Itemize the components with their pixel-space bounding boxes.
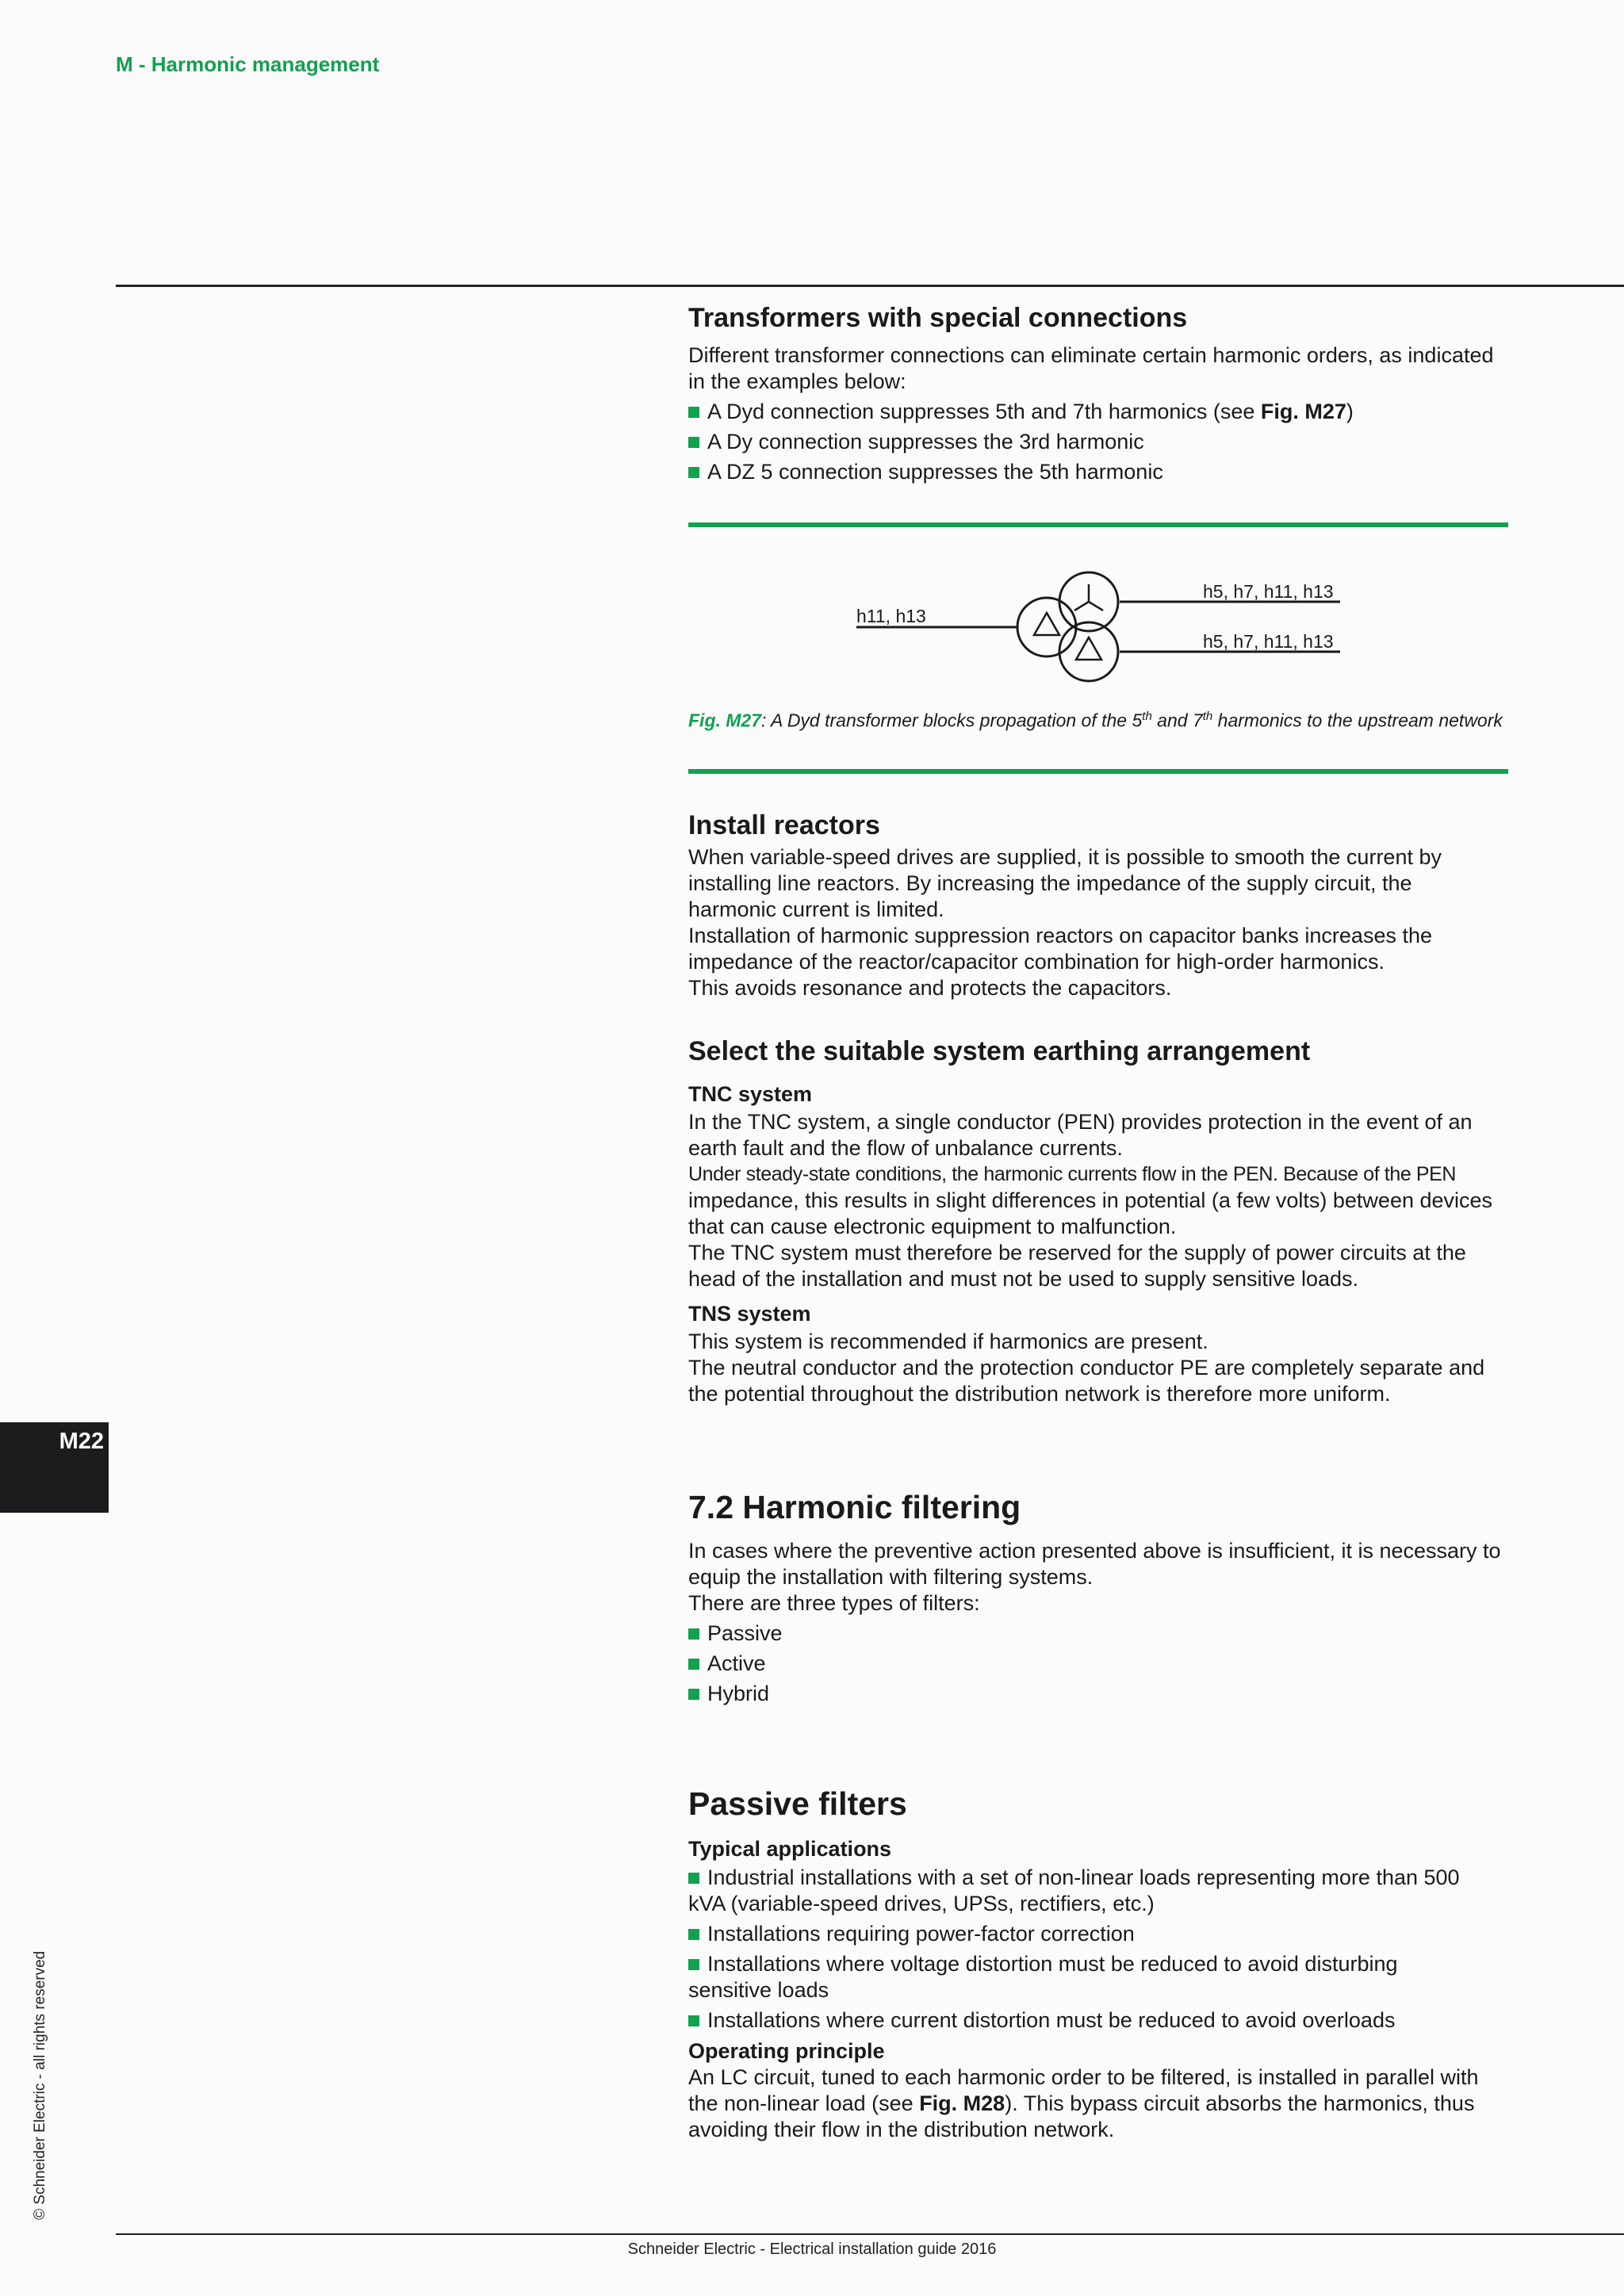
dyd-transformer-diagram — [841, 555, 1364, 698]
list-item: A Dy connection suppresses the 3rd harmonic — [688, 429, 1513, 455]
tns-paragraph: This system is recommended if harmonics are present. — [688, 1330, 1208, 1353]
reactors-section — [688, 809, 1513, 1001]
figure-ref: Fig. M27 — [688, 710, 762, 731]
transformers-title: Transformers with special connections — [688, 303, 1188, 333]
list-item: Hybrid — [688, 1681, 1513, 1707]
reactors-title: Install reactors — [688, 810, 880, 840]
figure-caption: Fig. M27: A Dyd transformer blocks propagation of the 5th and 7th harmonics to the upstream network — [688, 710, 1503, 731]
output-label-bottom: h5, h7, h11, h13 — [1203, 631, 1334, 652]
star-icon — [1074, 584, 1103, 610]
filtering-title: 7.2 Harmonic filtering — [688, 1489, 1021, 1525]
tnc-paragraph: In the TNC system, a single conductor (PEN) provides protection in the event of an earth fault and the flow of unbalance currents. — [688, 1110, 1473, 1160]
upstream-label: h11, h13 — [856, 606, 926, 626]
principle-paragraph: An LC circuit, tuned to each harmonic order to be filtered, is installed in parallel with the non-linear load (see Fig. M28). This bypass circuit absorbs the harmonics, thus avoiding their flow in the distribution network. — [688, 2065, 1479, 2141]
bullet-square-icon — [688, 1689, 699, 1700]
tnc-paragraph: The TNC system must therefore be reserved for the supply of power circuits at the head of the installation and must not be used to supply sensitive loads. — [688, 1241, 1466, 1291]
tnc-paragraph: impedance, this results in slight differences in potential (a few volts) between devices that can cause electronic equipment to malfunction. — [688, 1188, 1493, 1238]
reactors-paragraph: This avoids resonance and protects the capacitors. — [688, 976, 1172, 1000]
delta-icon — [1034, 613, 1059, 635]
bullet-square-icon — [688, 437, 699, 448]
principle-title: Operating principle — [688, 2039, 885, 2063]
tnc-title: TNC system — [688, 1082, 813, 1106]
filtering-paragraph: There are three types of filters: — [688, 1591, 980, 1615]
bullet-square-icon — [688, 1628, 699, 1640]
bullet-square-icon — [688, 467, 699, 478]
transformers-section — [688, 302, 1513, 485]
copyright-notice: © Schneider Electric - all rights reserved — [32, 1950, 48, 2220]
header-rule — [116, 285, 1624, 287]
bullet-square-icon — [688, 1959, 699, 1970]
earthing-section — [688, 1035, 1513, 1407]
figure-top-rule — [688, 522, 1508, 527]
primary-winding-icon — [1017, 598, 1076, 656]
reactors-paragraph: When variable-speed drives are supplied, it is possible to smooth the current by installing line reactors. By increasing the impedance of the supply circuit, the harmonic current is limited. — [688, 845, 1442, 921]
filtering-section — [688, 1487, 1513, 1707]
list-item: Industrial installations with a set of non-linear loads representing more than 500 kVA (variable-speed drives, UPSs, rectifiers, etc.) — [688, 1866, 1460, 1915]
list-item: Installations where voltage distortion must be reduced to avoid disturbing sensitive loads — [688, 1952, 1398, 2002]
list-item: Installations requiring power-factor correction — [688, 1921, 1481, 1947]
applications-title: Typical applications — [688, 1837, 892, 1861]
chapter-header: M - Harmonic management — [116, 52, 380, 76]
bullet-square-icon — [688, 1659, 699, 1670]
reactors-paragraph: Installation of harmonic suppression reactors on capacitor banks increases the impedance of the reactor/capacitor combination for high-order harmonics. — [688, 924, 1432, 974]
footer-rule — [116, 2233, 1624, 2235]
earthing-title: Select the suitable system earthing arrangement — [688, 1036, 1311, 1066]
page-footer: Schneider Electric - Electrical installation guide 2016 — [627, 2241, 997, 2258]
page-number: M22 — [59, 1429, 104, 1454]
list-item: A DZ 5 connection suppresses the 5th harmonic — [688, 459, 1513, 485]
tns-paragraph: The neutral conductor and the protection conductor PE are completely separate and the potential throughout the distribution network is therefore more uniform. — [688, 1356, 1485, 1406]
list-item: Passive — [688, 1621, 1513, 1647]
output-label-top: h5, h7, h11, h13 — [1203, 581, 1334, 602]
bullet-square-icon — [688, 407, 699, 418]
passive-section — [688, 1784, 1513, 2143]
figure-bottom-rule — [688, 769, 1508, 774]
bullet-square-icon — [688, 2015, 699, 2026]
bullet-square-icon — [688, 1929, 699, 1940]
tns-title: TNS system — [688, 1302, 811, 1326]
list-item: Installations where current distortion must be reduced to avoid overloads — [688, 2007, 1481, 2034]
transformers-intro: Different transformer connections can eliminate certain harmonic orders, as indicated in the examples below: — [688, 343, 1494, 393]
page-tab — [0, 1422, 109, 1513]
bullet-square-icon — [688, 1873, 699, 1884]
list-item: Active — [688, 1651, 1513, 1677]
list-item: A Dyd connection suppresses 5th and 7th harmonics (see Fig. M27) — [688, 399, 1513, 425]
filtering-paragraph: In cases where the preventive action presented above is insufficient, it is necessary to equip the installation with filtering systems. — [688, 1539, 1501, 1589]
passive-title: Passive filters — [688, 1785, 907, 1822]
delta-icon — [1076, 637, 1101, 660]
tnc-paragraph: Under steady-state conditions, the harmonic currents flow in the PEN. Because of the PEN — [688, 1163, 1457, 1185]
